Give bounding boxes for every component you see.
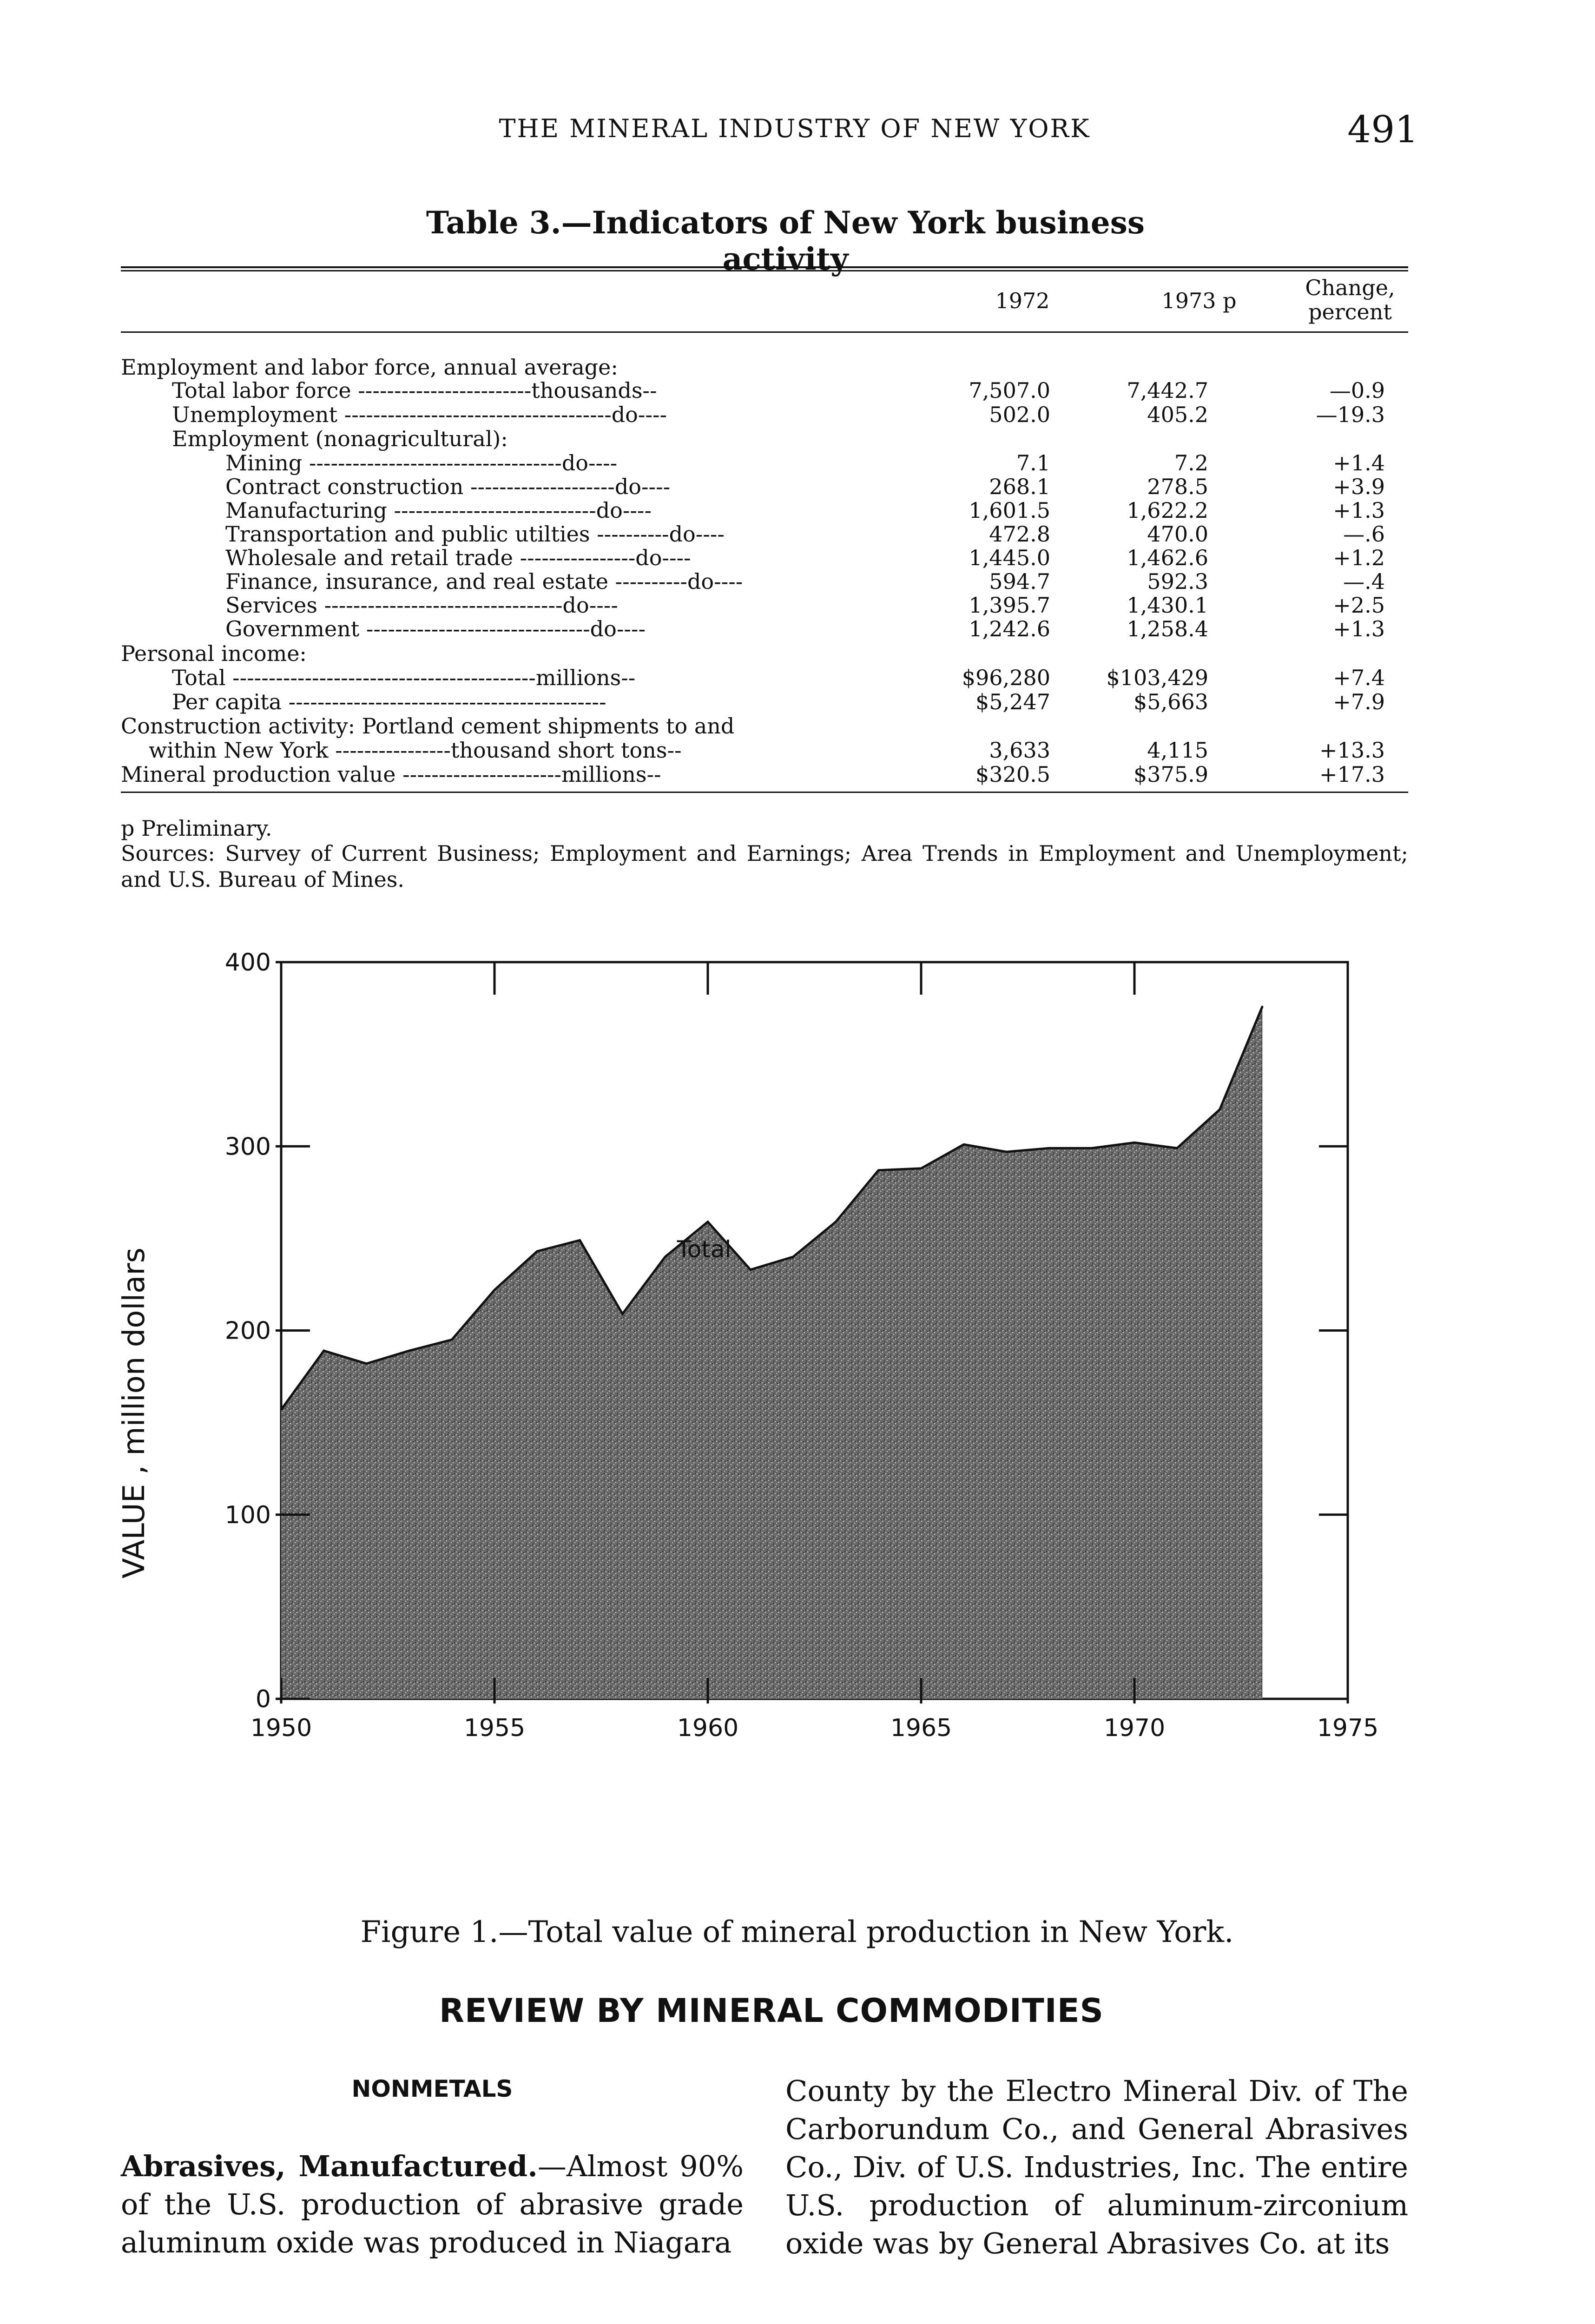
data-point <box>835 1221 837 1222</box>
y-tick-label: 100 <box>224 1501 271 1529</box>
figure-caption: Figure 1.—Total value of mineral production in New York. <box>360 1915 1234 1949</box>
row-label: Total labor force ------------------------thousands-- <box>172 378 657 403</box>
table-row <box>121 713 1408 738</box>
cell-change: —.6 <box>1343 522 1385 547</box>
row-label: Wholesale and retail trade ----------------do---- <box>225 545 691 570</box>
table-header-rule <box>121 331 1408 333</box>
cell-change: +2.5 <box>1333 593 1385 618</box>
subheading-nonmetals: NONMETALS <box>351 2075 513 2102</box>
table-row <box>121 762 1408 786</box>
data-point <box>963 1144 964 1145</box>
cell-1973: 1,462.6 <box>1127 545 1208 570</box>
cell-1973: $5,663 <box>1134 689 1208 714</box>
table-row <box>121 569 1408 593</box>
table-row <box>121 665 1408 689</box>
row-label: Transportation and public utilties ----------do---- <box>225 522 725 547</box>
cell-change: +1.2 <box>1333 545 1385 570</box>
data-point <box>451 1339 453 1340</box>
y-tick-label: 0 <box>255 1685 271 1713</box>
section-heading: REVIEW BY MINERAL COMMODITIES <box>439 1992 1104 2030</box>
cell-1973: 7,442.7 <box>1127 378 1208 403</box>
data-point <box>878 1169 879 1171</box>
data-point <box>1176 1148 1178 1149</box>
cell-1973: 1,430.1 <box>1127 593 1208 618</box>
cell-1973: $103,429 <box>1106 665 1208 690</box>
row-label: Finance, insurance, and real estate ----------do---- <box>225 569 743 594</box>
table-row <box>121 738 1408 762</box>
col-header-1972: 1972 <box>995 288 1050 313</box>
cell-1972: 1,242.6 <box>969 616 1050 641</box>
cell-1972: $5,247 <box>975 689 1050 714</box>
row-label: Personal income: <box>121 641 307 666</box>
cell-change: +17.3 <box>1319 762 1385 787</box>
table-top-rule <box>121 266 1408 268</box>
x-tick-label: 1975 <box>1317 1714 1379 1742</box>
body-column-left <box>121 2147 744 2262</box>
series-annotation-total: Total <box>677 1236 732 1263</box>
data-point <box>1048 1148 1050 1149</box>
col-header-1973: 1973 p <box>1161 288 1237 313</box>
data-point <box>1091 1148 1093 1149</box>
row-label: Mineral production value ----------------------millions-- <box>121 762 661 787</box>
cell-1973: 405.2 <box>1147 402 1208 427</box>
cell-1973: 470.0 <box>1147 522 1208 547</box>
table-sources: Sources: Survey of Current Business; Employment and Earnings; Area Trends in Employment and Unemployment; and U.S. Bureau of Mines. <box>121 841 1408 892</box>
x-tick-label: 1970 <box>1103 1714 1166 1742</box>
data-point <box>281 1409 282 1410</box>
col-header-change-1: Change, <box>1305 275 1395 300</box>
cell-1972: 1,601.5 <box>969 498 1050 523</box>
cell-change: +13.3 <box>1319 738 1385 763</box>
y-tick-label: 300 <box>224 1133 271 1161</box>
cell-change: +1.4 <box>1333 450 1385 475</box>
cell-1972: 1,395.7 <box>969 593 1050 618</box>
table-row <box>121 450 1408 475</box>
table-row <box>121 378 1408 402</box>
cell-1972: $320.5 <box>975 762 1050 787</box>
y-tick-label: 200 <box>224 1317 271 1345</box>
x-tick-label: 1960 <box>677 1714 739 1742</box>
table-row <box>121 498 1408 522</box>
cell-1972: 472.8 <box>989 522 1050 547</box>
body-column-right: County by the Electro Mineral Div. of The Carborundum Co., and General Abrasives Co., Div. of U.S. Industries, Inc. The entire U.S. production of aluminum-zirconium oxide was by General Abrasives Co. at its <box>785 2074 1408 2260</box>
data-point <box>707 1221 709 1222</box>
data-point <box>579 1240 580 1241</box>
data-point <box>792 1256 794 1258</box>
cell-1972: 502.0 <box>989 402 1050 427</box>
cell-change: +7.9 <box>1333 689 1385 714</box>
data-point <box>366 1363 367 1364</box>
page-number: 491 <box>1347 108 1418 151</box>
data-point <box>750 1269 751 1270</box>
table-row <box>121 616 1408 640</box>
table-title: Table 3.—Indicators of New York business activity <box>426 205 1145 277</box>
row-label: Employment (nonagricultural): <box>172 426 508 451</box>
run-in-heading: Abrasives, Manufactured. <box>121 2149 538 2183</box>
data-point <box>1219 1109 1220 1110</box>
table-row <box>121 474 1408 498</box>
data-point <box>1134 1142 1135 1143</box>
x-tick-label: 1965 <box>890 1714 952 1742</box>
data-point <box>921 1168 922 1169</box>
data-point <box>409 1350 410 1352</box>
y-axis-title: VALUE , million dollars <box>117 1248 152 1578</box>
cell-change: +1.3 <box>1333 498 1385 523</box>
y-tick-label: 400 <box>224 949 271 977</box>
table-footnote: p Preliminary. <box>121 816 272 841</box>
cell-1973: 592.3 <box>1147 569 1208 594</box>
cell-1973: 7.2 <box>1174 450 1208 475</box>
data-point <box>665 1256 666 1258</box>
x-tick-label: 1955 <box>463 1714 526 1742</box>
cell-1973: 4,115 <box>1147 738 1208 763</box>
cell-change: —0.9 <box>1329 378 1385 403</box>
area-layer <box>281 1006 1263 1699</box>
cell-1972: 1,445.0 <box>969 545 1050 570</box>
table-row <box>121 593 1408 617</box>
cell-1972: 7,507.0 <box>969 378 1050 403</box>
data-point <box>536 1251 538 1252</box>
table-row <box>121 689 1408 713</box>
cell-1972: $96,280 <box>962 665 1050 690</box>
cell-change: —19.3 <box>1316 402 1385 427</box>
row-label: Manufacturing ----------------------------do---- <box>225 498 652 523</box>
cell-1973: 1,622.2 <box>1127 498 1208 523</box>
cell-change: +3.9 <box>1333 474 1385 499</box>
data-point <box>1006 1151 1007 1153</box>
cell-1972: 3,633 <box>989 738 1050 763</box>
row-label: Mining -----------------------------------do---- <box>225 450 618 475</box>
row-label: Government -------------------------------do---- <box>225 616 646 641</box>
table-row <box>121 426 1408 450</box>
data-point <box>1262 1006 1263 1007</box>
cell-change: —.4 <box>1343 569 1385 594</box>
col-header-change-2: percent <box>1308 299 1392 324</box>
cell-change: +7.4 <box>1333 665 1385 690</box>
data-point <box>323 1350 324 1352</box>
left-column-text: —Almost 90% of the U.S. production of abrasive grade aluminum oxide was produced in Niagara <box>121 2149 744 2259</box>
row-label: Total ------------------------------------------millions-- <box>172 665 636 690</box>
row-label: Unemployment -------------------------------------do---- <box>172 402 667 427</box>
table-bottom-rule <box>121 792 1408 793</box>
table-row <box>121 641 1408 665</box>
row-label: Employment and labor force, annual average: <box>121 355 618 380</box>
row-label: Contract construction --------------------do---- <box>225 474 671 499</box>
table-row <box>121 522 1408 546</box>
data-point <box>622 1313 623 1314</box>
cell-1973: 1,258.4 <box>1127 616 1208 641</box>
row-label: Construction activity: Portland cement shipments to and <box>121 713 735 739</box>
cell-1973: 278.5 <box>1147 474 1208 499</box>
table-row <box>121 355 1408 379</box>
table-top-rule-2 <box>121 270 1408 271</box>
mineral-production-chart <box>0 906 1595 1906</box>
cell-1972: 268.1 <box>989 474 1050 499</box>
table-row <box>121 545 1408 569</box>
data-point <box>494 1289 495 1291</box>
series-area-0 <box>281 1006 1262 1699</box>
row-label: Per capita -------------------------------------------- <box>172 689 606 714</box>
cell-change: +1.3 <box>1333 616 1385 641</box>
table-row <box>121 402 1408 426</box>
x-tick-label: 1950 <box>250 1714 312 1742</box>
cell-1972: 7.1 <box>1016 450 1050 475</box>
running-head: THE MINERAL INDUSTRY OF NEW YORK <box>499 114 1091 143</box>
cell-1972: 594.7 <box>989 569 1050 594</box>
row-label: Services ---------------------------------do---- <box>225 593 618 618</box>
row-label: within New York ----------------thousand short tons-- <box>149 738 682 763</box>
cell-1973: $375.9 <box>1134 762 1208 787</box>
